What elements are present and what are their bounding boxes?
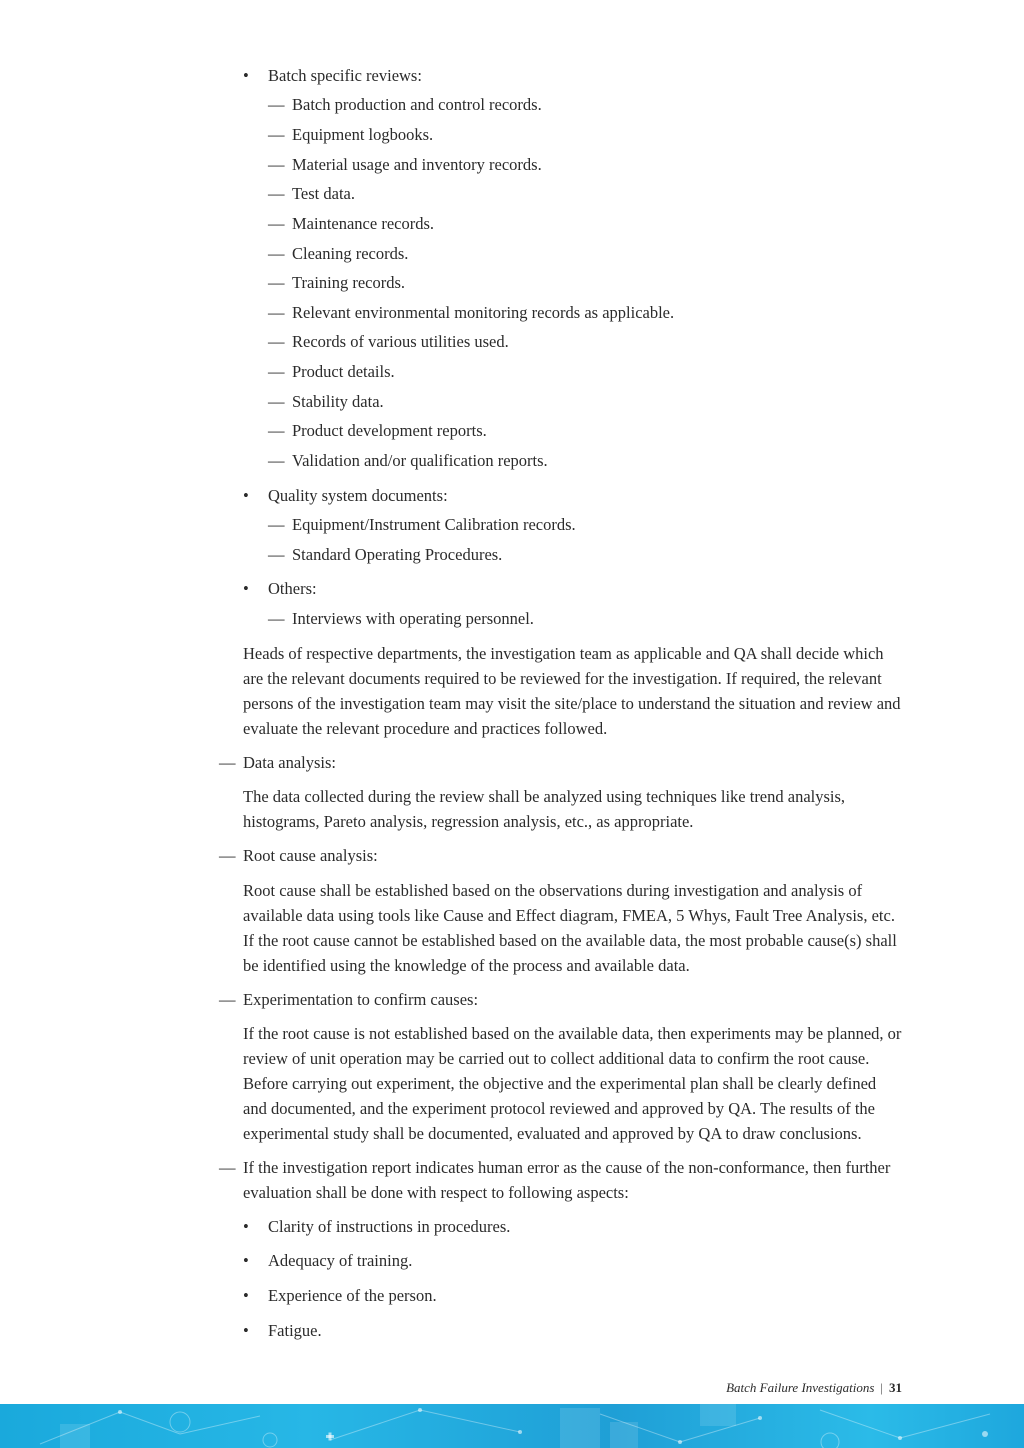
bullet-marker: •	[243, 1251, 249, 1270]
data-analysis-paragraph: The data collected during the review shall be analyzed using techniques like trend analysis, histograms, Pareto analysis, regression analysis, etc., as appropriate.	[243, 787, 846, 831]
dash-marker: —	[268, 362, 285, 381]
dash-marker: —	[268, 184, 285, 203]
dash-marker: —	[219, 990, 236, 1009]
list-item: Stability data.	[292, 392, 384, 411]
list-item: Clarity of instructions in procedures.	[268, 1217, 511, 1236]
list-item: Validation and/or qualification reports.	[292, 451, 548, 470]
dash-marker: —	[268, 515, 285, 534]
footer-title: Batch Failure Investigations	[726, 1380, 875, 1395]
dash-marker: —	[268, 95, 285, 114]
list-item: Test data.	[292, 184, 355, 203]
bullet-marker: •	[243, 486, 249, 505]
list-item: Equipment logbooks.	[292, 125, 434, 144]
dash-marker: —	[219, 1158, 236, 1177]
list-item: Equipment/Instrument Calibration records.	[292, 515, 576, 534]
batch-reviews-heading: Batch specific reviews:	[268, 66, 422, 85]
dash-marker: —	[268, 214, 285, 233]
experimentation-paragraph: If the root cause is not established based on the available data, then experiments may be planned, or review of unit operation may be carried out to collect additional data to confirm the root cause. Before carrying out experiment, the objective and the experimental plan shall be clearly defined and documented, and the experiment protocol reviewed and approved by QA. The results of the experimental study shall be documented, evaluated and approved by QA to draw conclusions.	[243, 1024, 902, 1143]
decorative-footer-band	[0, 1404, 1024, 1448]
human-error-paragraph: If the investigation report indicates human error as the cause of the non-conformance, then further evaluation shall be done with respect to following aspects:	[243, 1158, 891, 1202]
dash-marker: —	[268, 332, 285, 351]
list-item: Relevant environmental monitoring records as applicable.	[292, 303, 675, 322]
dash-marker: —	[268, 421, 285, 440]
list-item: Training records.	[292, 273, 406, 292]
dash-marker: —	[268, 451, 285, 470]
list-item: Cleaning records.	[292, 244, 409, 263]
root-cause-paragraph: Root cause shall be established based on the observations during investigation and analysis of available data using tools like Cause and Effect diagram, FMEA, 5 Whys, Fault Tree Analysis, etc. If the root cause cannot be established based on the available data, the most probable cause(s) shall be identified using the knowledge of the process and available data.	[243, 881, 897, 975]
network-pattern-graphic	[0, 1404, 1024, 1448]
page-number: 31	[889, 1380, 902, 1395]
bullet-marker: •	[243, 1286, 249, 1305]
bullet-marker: •	[243, 1217, 249, 1236]
bullet-marker: •	[243, 579, 249, 598]
list-item: Product development reports.	[292, 421, 487, 440]
others-heading: Others:	[268, 579, 317, 598]
dash-marker: —	[219, 846, 236, 865]
list-item: Records of various utilities used.	[292, 332, 509, 351]
dash-marker: —	[268, 125, 285, 144]
list-item: Standard Operating Procedures.	[292, 545, 503, 564]
dash-marker: —	[268, 273, 285, 292]
dash-marker: —	[219, 753, 236, 772]
dash-marker: —	[268, 244, 285, 263]
dash-marker: —	[268, 392, 285, 411]
list-item: Fatigue.	[268, 1321, 322, 1340]
list-item: Interviews with operating personnel.	[292, 609, 534, 628]
list-item: Adequacy of training.	[268, 1251, 413, 1270]
list-item: Maintenance records.	[292, 214, 435, 233]
bullet-marker: •	[243, 66, 249, 85]
list-item: Material usage and inventory records.	[292, 155, 542, 174]
list-item: Batch production and control records.	[292, 95, 542, 114]
page-footer	[726, 1380, 902, 1396]
bullet-marker: •	[243, 1321, 249, 1340]
footer-separator: |	[880, 1380, 883, 1395]
quality-docs-heading: Quality system documents:	[268, 486, 448, 505]
list-item: Product details.	[292, 362, 395, 381]
data-analysis-heading: Data analysis:	[243, 753, 337, 772]
dash-marker: —	[268, 155, 285, 174]
experimentation-heading: Experimentation to confirm causes:	[243, 990, 479, 1009]
heads-paragraph: Heads of respective departments, the investigation team as applicable and QA shall decide which are the relevant documents required to be reviewed for the investigation. If required, the relevant persons of the investigation team may visit the site/place to understand the situation and review and evaluate the relevant procedure and practices followed.	[243, 644, 901, 738]
dash-marker: —	[268, 303, 285, 322]
root-cause-heading: Root cause analysis:	[243, 846, 378, 865]
dash-marker: —	[268, 545, 285, 564]
dash-marker: —	[268, 609, 285, 628]
list-item: Experience of the person.	[268, 1286, 437, 1305]
